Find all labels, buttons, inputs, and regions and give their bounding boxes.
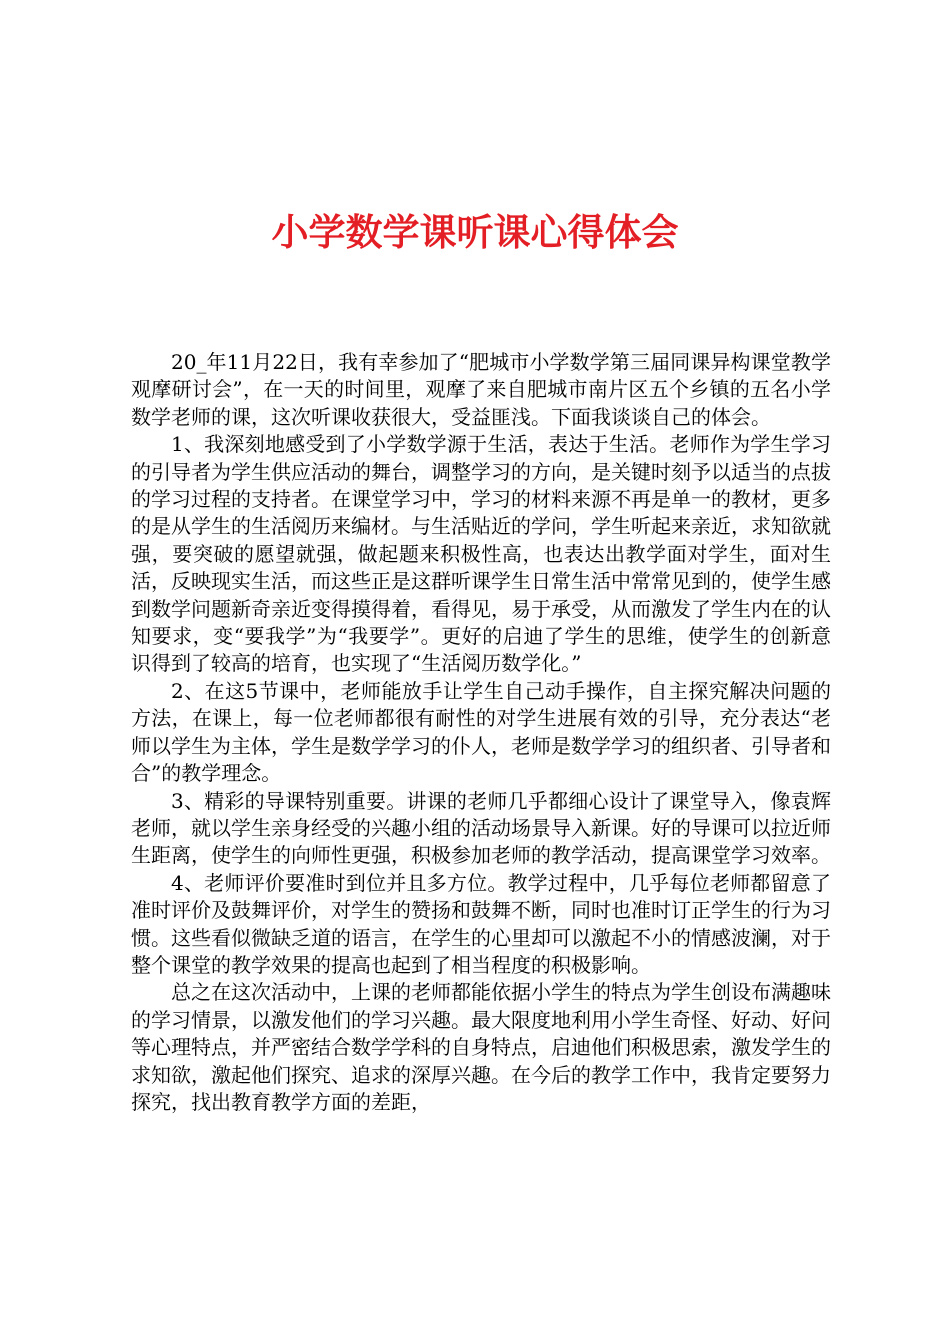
paragraph-summary: 总之在这次活动中，上课的老师都能依据小学生的特点为学生创设布满趣味的学习情景，以激发他们的学习兴趣。最大限度地利用小学生奇怪、好动、好问等心理特点，并严密结合数学学科的自身特点，启迪他们积极思索，激发学生的求知欲，激起他们探究、追求的深厚兴趣。在今后的教学工作中，我肯定要努力探究，找出教育教学方面的差距，: [131, 980, 831, 1114]
document-body: [131, 349, 831, 1116]
paragraph-point-1: 1、我深刻地感受到了小学数学源于生活，表达于生活。老师作为学生学习的引导者为学生供应活动的舞台，调整学习的方向，是关键时刻予以适当的点拔的学习过程的支持者。在课堂学习中，学习的材料来源不再是单一的教材，更多的是从学生的生活阅历来编材。与生活贴近的学问，学生听起来亲近，求知欲就强，要突破的愿望就强，做起题来积极性高，也表达出教学面对学生，面对生活，反映现实生活，而这些正是这群听课学生日常生活中常常见到的，使学生感到数学问题新奇亲近变得摸得着，看得见，易于承受，从而激发了学生内在的认知要求，变“要我学”为“我要学”。更好的启迪了学生的思维，使学生的创新意识得到了较高的培育，也实现了“生活阅历数学化。”: [131, 432, 831, 676]
document-title: 小学数学课听课心得体会: [271, 210, 679, 254]
paragraph-intro: 20_年11月22日，我有幸参加了“肥城市小学数学第三届同课异构课堂教学观摩研讨会”，在一天的时间里，观摩了来自肥城市南片区五个乡镇的五名小学数学老师的课，这次听课收获很大，受益匪浅。下面我谈谈自己的体会。: [131, 350, 831, 429]
paragraph-point-3: 3、精彩的导课特别重要。讲课的老师几乎都细心设计了课堂导入，像袁辉老师，就以学生亲身经受的兴趣小组的活动场景导入新课。好的导课可以拉近师生距离，使学生的向师性更强，积极参加老师的教学活动，提高课堂学习效率。: [131, 788, 831, 868]
paragraph-point-4: 4、老师评价要准时到位并且多方位。教学过程中，几乎每位老师都留意了准时评价及鼓舞评价，对学生的赞扬和鼓舞不断，同时也准时订正学生的行为习惯。这些看似微缺乏道的语言，在学生的心里却可以激起不小的情感波澜，对于整个课堂的教学效果的提高也起到了相当程度的积极影响。: [131, 870, 831, 977]
paragraph-point-2: 2、在这5节课中，老师能放手让学生自己动手操作，自主探究解决问题的方法，在课上，每一位老师都很有耐性的对学生进展有效的引导，充分表达“老师以学生为主体，学生是数学学习的仆人，老师是数学学习的组织者、引导者和合”的教学理念。: [131, 678, 831, 786]
